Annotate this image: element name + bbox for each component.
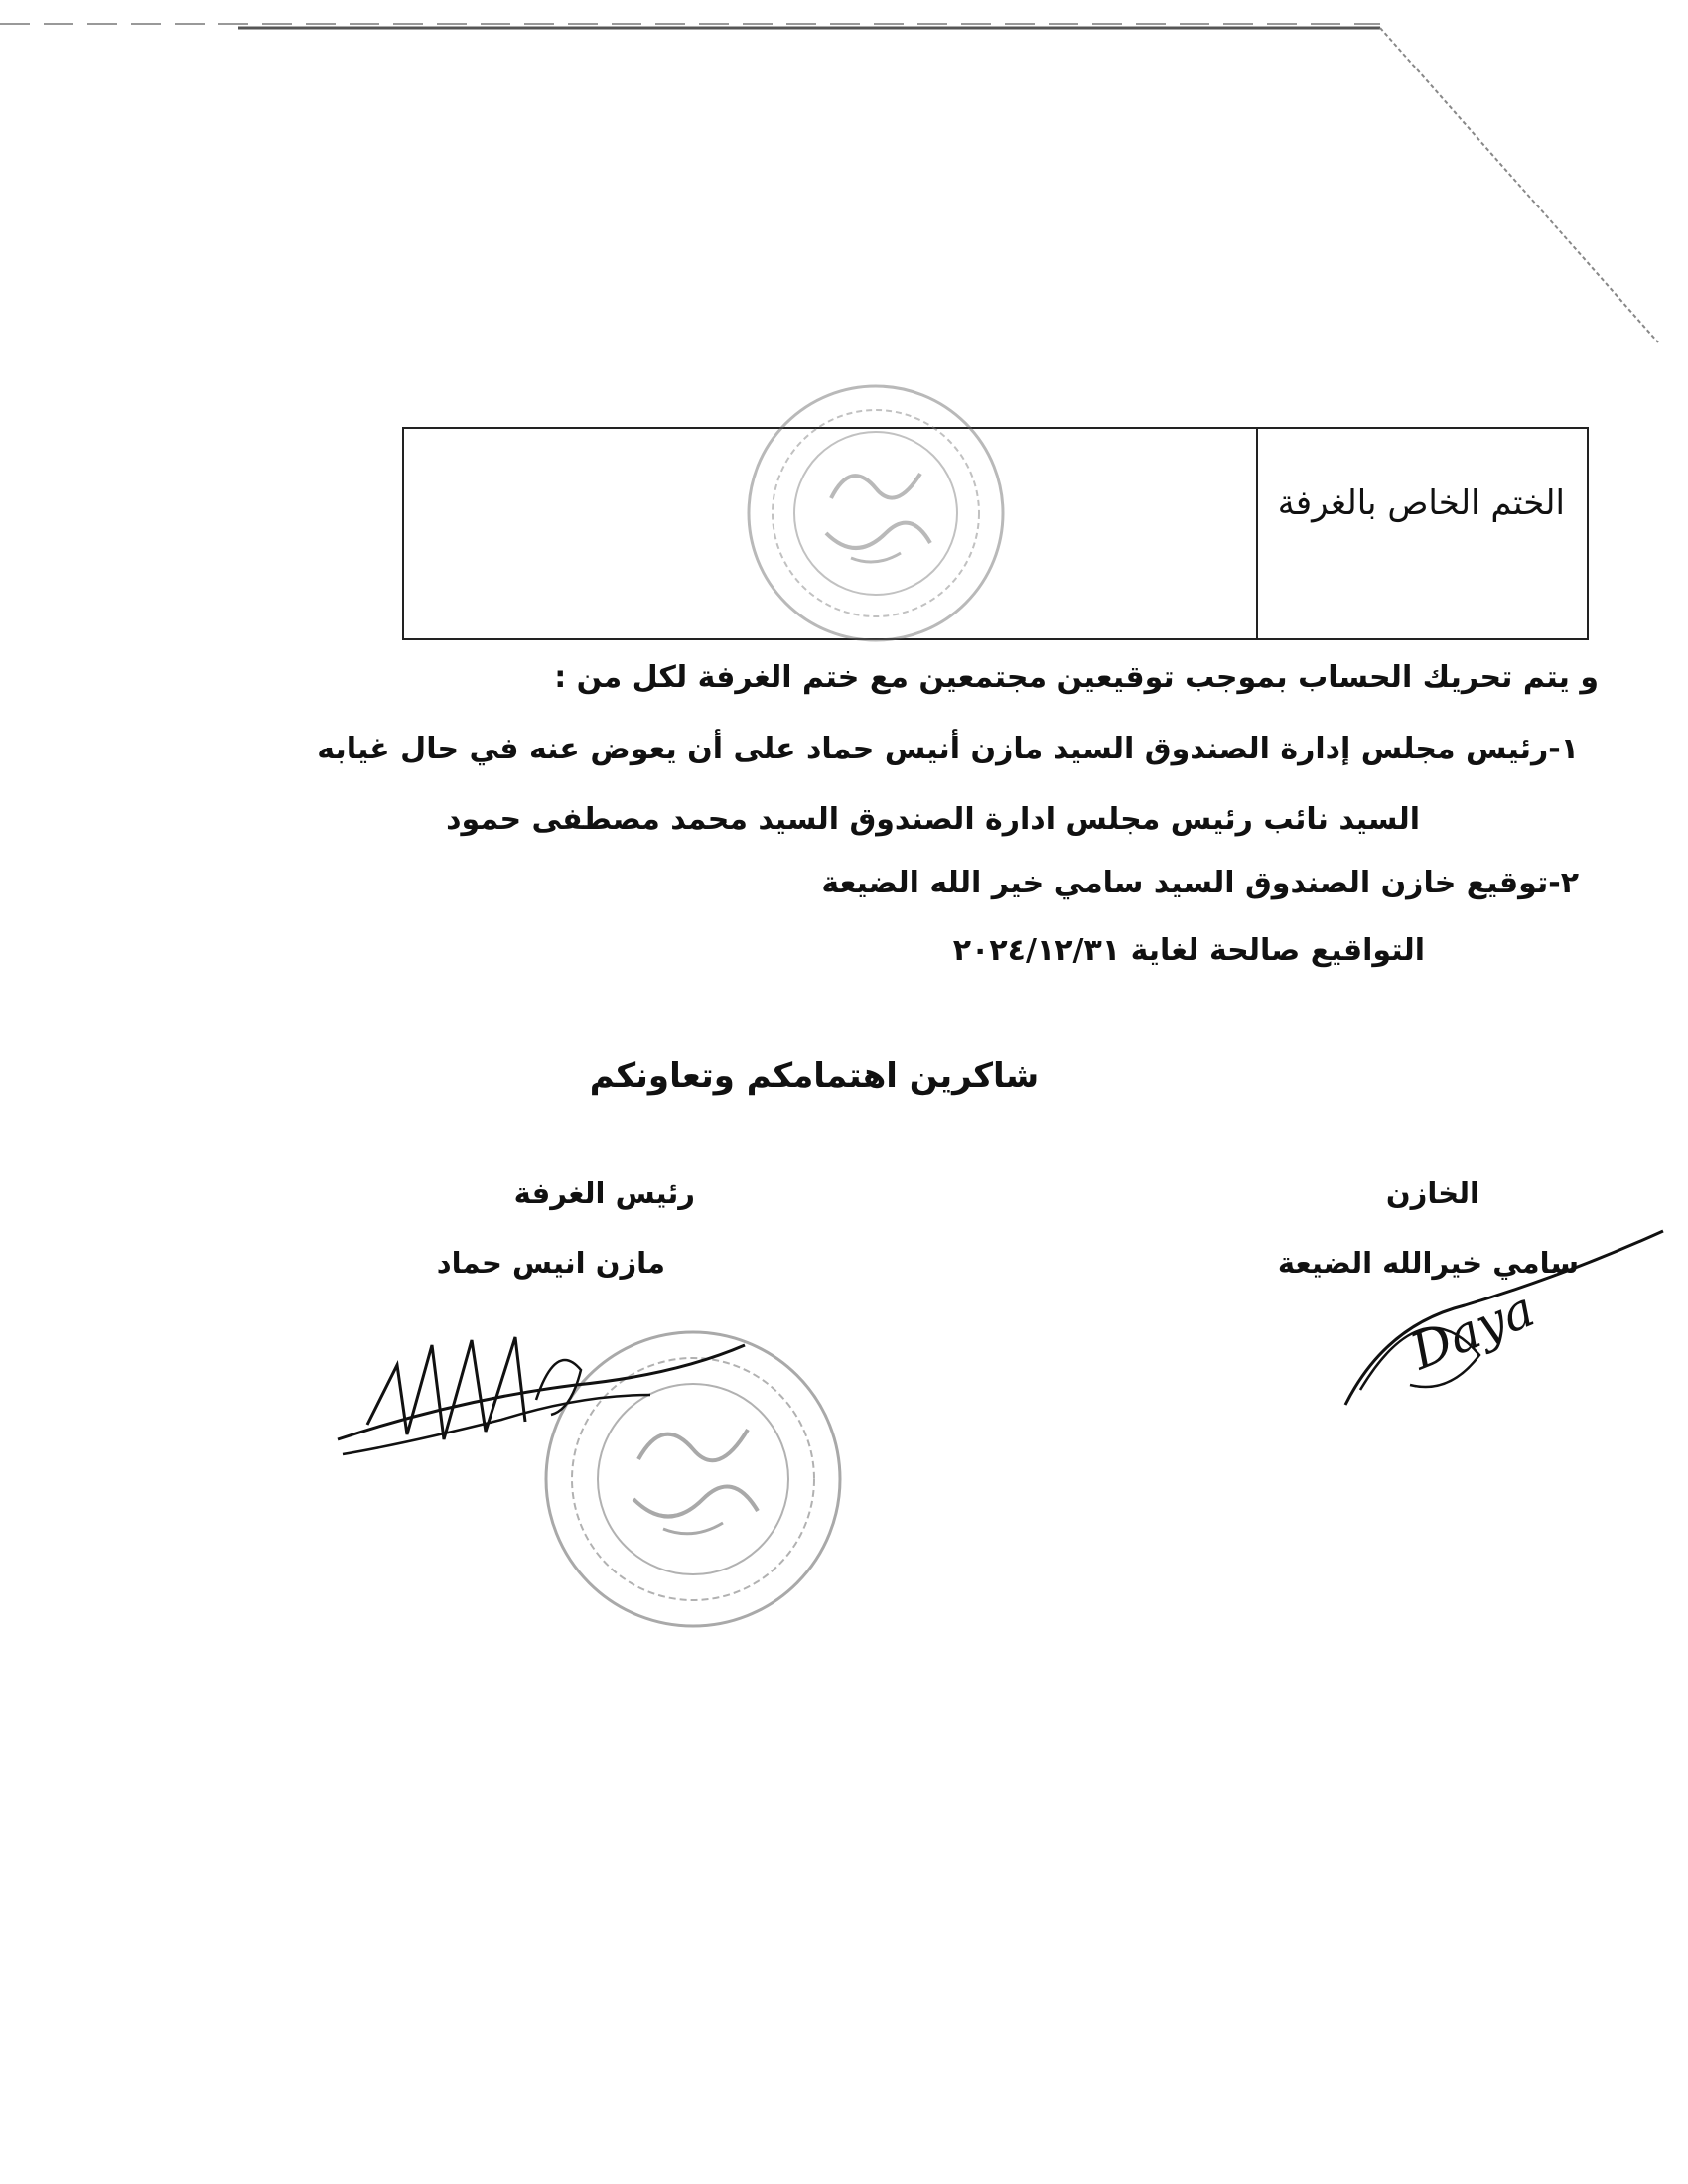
signatory-item-1-line-1: ١-رئيس مجلس إدارة الصندوق السيد مازن أنيس حماد على أن يعوض عنه في حال غيابه	[317, 732, 1579, 766]
table-divider	[1256, 429, 1258, 638]
chair-signature	[328, 1291, 784, 1489]
treasurer-title: الخازن	[1385, 1176, 1479, 1210]
stamp-box-label: الختم الخاص بالغرفة	[1277, 483, 1565, 523]
treasurer-signature	[1340, 1206, 1668, 1425]
chamber-stamp-seal	[732, 369, 1020, 657]
chair-name: مازن انيس حماد	[436, 1246, 665, 1280]
signatory-item-2: ٢-توقيع خازن الصندوق السيد سامي خير الله الضيعة	[821, 866, 1579, 900]
signature-validity: التواقيع صالحة لغاية ٢٠٢٤/١٢/٣١	[952, 933, 1425, 968]
closing-thanks: شاكرين اهتمامكم وتعاونكم	[589, 1056, 1040, 1096]
treasurer-signature-text: Daya	[1402, 1280, 1543, 1382]
treasurer-name: سامي خيرالله الضيعة	[1277, 1246, 1579, 1280]
scan-edge	[0, 0, 1688, 357]
account-operation-intro: و يتم تحريك الحساب بموجب توقيعين مجتمعين مع ختم الغرفة لكل من :	[554, 660, 1599, 695]
stamp-box-table	[402, 427, 1589, 640]
chair-title: رئيس الغرفة	[513, 1176, 695, 1210]
signatory-item-1-line-2: السيد نائب رئيس مجلس ادارة الصندوق السيد محمد مصطفى حمود	[446, 802, 1420, 837]
